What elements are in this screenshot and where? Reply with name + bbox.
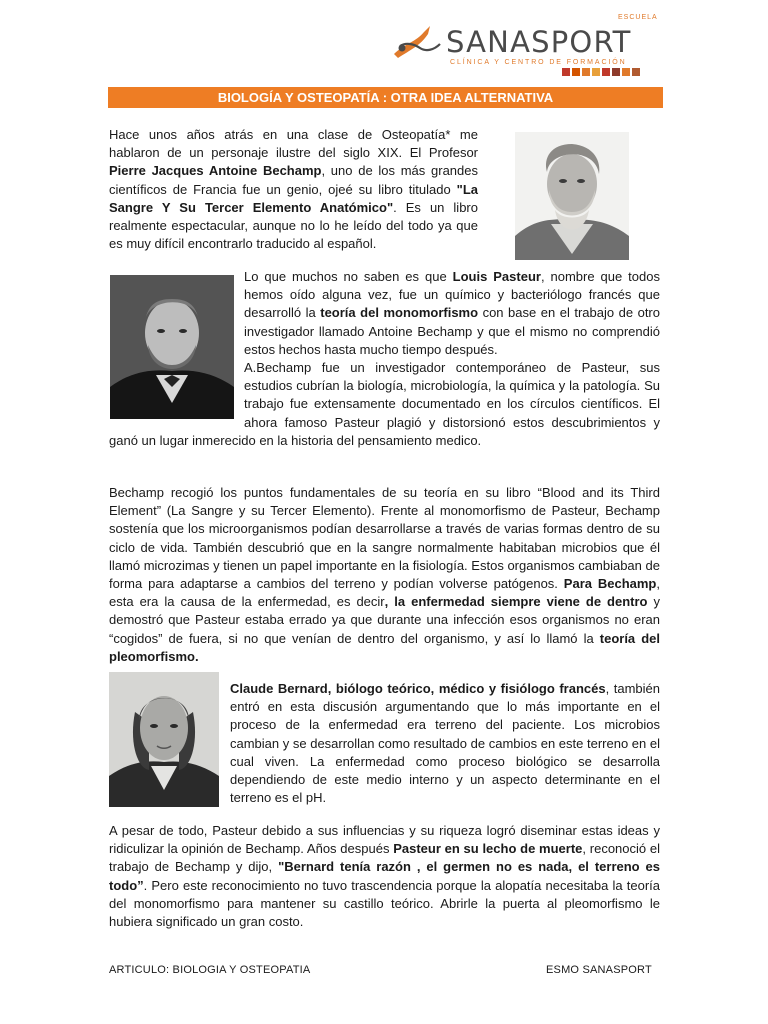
sanasport-logo [390,14,658,74]
logo-color-squares [562,68,640,76]
paragraph-claude-bernard: Claude Bernard, biólogo teórico, médico y fisiólogo francés, también entró en esta discusión argumentando que lo más importante en el proceso de la enfermedad era terreno del paciente. Los microbios cambian y se desarrollan como resultado de cambios en este terreno en el cual viven. La enfermedad como proceso biológico se desarrolla dependiendo de este medio interno y un aspecto determinante en el terreno es el pH. [230,681,660,806]
paragraph-conclusion: A pesar de todo, Pasteur debido a sus influencias y su riqueza logró diseminar estas ideas y ridiculizar la opinión de Bechamp. Años después Pasteur en su lecho de muerte, reconoció el trabajo de Bechamp y dijo, "Bernard tenía razón , el germen no es nada, el terreno es todo”. Pero este reconocimiento no tuvo trascendencia porque la alopatía necesitaba la teoría del monomorfismo para mantener su castillo teórico. Abrirle la puerta al pleomorfismo le hubiera significado un gran costo. [109,823,660,930]
portrait-bechamp [515,132,629,260]
logo-color-square [602,68,610,76]
paragraph-blood-third-element: Bechamp recogió los puntos fundamentales de su teoría en su libro “Blood and its Third Element” (La Sangre y su Tercer Elemento). Frente al monomorfismo de Pasteur, Bechamp sostenía que los microorganismos podían desarrollarse a través de varias formas dentro de su ciclo de vida. También descubrió que en la sangre normalmente habitaban microbios que él llamó microzimas y tienen un papel importante en la fisiología. Estos organismos cambiaban de forma para adaptarse a cambios del terreno y podían volverse patógenos. Para Bechamp, esta era la causa de la enfermedad, es decir, la enfermedad siempre viene de dentro y demostró que Pasteur estaba errado ya que durante una infección esos organismos no eran “cogidos” de fuera, si no que venían de dentro del organismo, y así lo llamó la teoría del pleomorfismo. [109,485,661,664]
paragraph-pasteur [109,268,660,450]
portrait-claude-bernard [109,672,219,807]
logo-wordmark: SANASPORT [446,25,632,59]
footer-author: ESMO SANASPORT [546,964,652,976]
logo-tagline: CLÍNICA Y CENTRO DE FORMACIÓN [450,59,627,66]
logo-color-square [592,68,600,76]
paragraph-pasteur-part2: A.Bechamp fue un investigador contemporáneo de Pasteur, sus estudios cubrían la biología, microbiología, la química y la patología. Su trabajo fue extensamente documentado en los círculos científicos. El ahora famoso Pasteur plagió y distorsionó estos descubrimientos y ganó un lugar inmerecido en la historia del pensamiento medico. [109,360,660,448]
footer-article-title: ARTICULO: BIOLOGIA Y OSTEOPATIA [109,964,311,976]
logo-color-square [562,68,570,76]
logo-color-square [622,68,630,76]
logo-color-square [632,68,640,76]
portrait-spacer [109,268,244,420]
paragraph-bechamp-intro: Hace unos años atrás en una clase de Osteopatía* me hablaron de un personaje ilustre del siglo XIX. El Profesor Pierre Jacques Antoine Bechamp, uno de los más grandes científicos de Francia fue un genio, ojeé su libro titulado "La Sangre Y Su Tercer Elemento Anatómico". Es un libro realmente espectacular, aunque no lo he leído del todo ya que es muy difícil encontrarlo traducido al español. [109,127,478,252]
paragraph-pasteur-part1: Lo que muchos no saben es que Louis Pasteur, nombre que todos hemos oído alguna vez, fue un químico y bacteriólogo francés que desarrolló la teoría del monomorfismo con base en el trabajo de otro investigador llamado Antoine Bechamp y que el mismo no comprendió estos hechos hasta mucho tiempo después. [244,269,660,357]
logo-mark-icon [390,24,442,62]
logo-color-square [582,68,590,76]
logo-color-square [612,68,620,76]
logo-escuela: ESCUELA [618,14,658,21]
logo-color-square [572,68,580,76]
page-title: BIOLOGÍA Y OSTEOPATÍA : OTRA IDEA ALTERNATIVA [108,87,663,108]
